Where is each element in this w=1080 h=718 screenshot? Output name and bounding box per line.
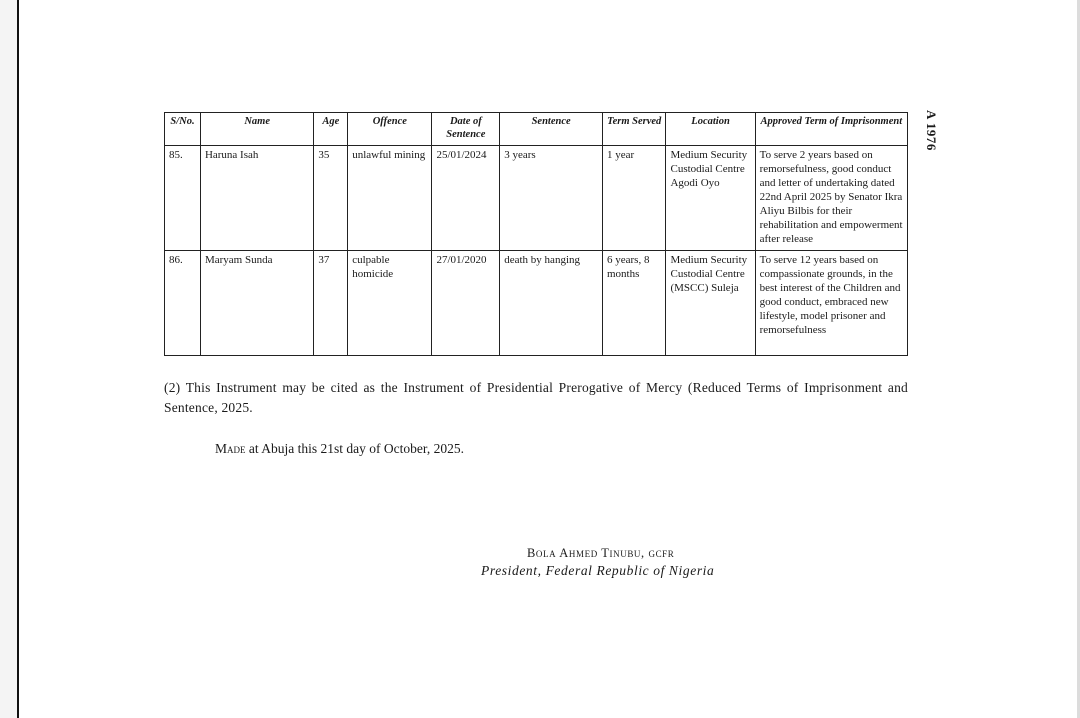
header-age: Age — [314, 113, 348, 146]
citation-paragraph: (2) This Instrument may be cited as the Instrument of Presidential Prerogative of Mercy (Reduced Terms of Imprisonment and Sentence, 2025. — [164, 380, 908, 415]
cell-location: Medium Security Custodial Centre Agodi Oyo — [666, 146, 755, 251]
cell-sentence: death by hanging — [500, 251, 603, 356]
cell-sno: 85. — [165, 146, 201, 251]
cell-date: 27/01/2020 — [432, 251, 500, 356]
cell-date: 25/01/2024 — [432, 146, 500, 251]
cell-offence: culpable homicide — [348, 251, 432, 356]
cell-term-served: 1 year — [602, 146, 666, 251]
cell-sno: 86. — [165, 251, 201, 356]
signatory-title: President, Federal Republic of Nigeria — [481, 563, 715, 578]
header-name: Name — [200, 113, 313, 146]
header-term-served: Term Served — [602, 113, 666, 146]
table-row — [165, 251, 908, 356]
header-sno: S/No. — [165, 113, 201, 146]
cell-age: 35 — [314, 146, 348, 251]
header-sentence: Sentence — [500, 113, 603, 146]
cell-location: Medium Security Custodial Centre (MSCC) Suleja — [666, 251, 755, 356]
cell-name: Haruna Isah — [200, 146, 313, 251]
header-offence: Offence — [348, 113, 432, 146]
cell-offence: unlawful mining — [348, 146, 432, 251]
schedule-table — [164, 112, 908, 356]
made-prefix: Made — [215, 441, 246, 456]
header-approved-term: Approved Term of Imprisonment — [755, 113, 907, 146]
cell-sentence: 3 years — [500, 146, 603, 251]
cell-name: Maryam Sunda — [200, 251, 313, 356]
page-number: A 1976 — [924, 110, 939, 151]
made-text: at Abuja this 21st day of October, 2025. — [245, 441, 464, 456]
page-left-edge — [0, 0, 19, 718]
header-location: Location — [666, 113, 755, 146]
table-header-row — [165, 113, 908, 146]
table-row — [165, 146, 908, 251]
cell-age: 37 — [314, 251, 348, 356]
header-date-of-sentence: Date of Sentence — [432, 113, 500, 146]
cell-approved-term: To serve 2 years based on remorsefulness, good conduct and letter of undertaking dated 22nd April 2025 by Senator Ikra Aliyu Bilbis for their rehabilitation and empowerment after release — [755, 146, 907, 251]
made-line — [215, 441, 464, 457]
cell-approved-term: To serve 12 years based on compassionate grounds, in the best interest of the Children and good conduct, embraced new lifestyle, model prisoner and remorsefulness — [755, 251, 907, 356]
cell-term-served: 6 years, 8 months — [602, 251, 666, 356]
signatory-name: Bola Ahmed Tinubu, gcfr — [527, 546, 675, 560]
